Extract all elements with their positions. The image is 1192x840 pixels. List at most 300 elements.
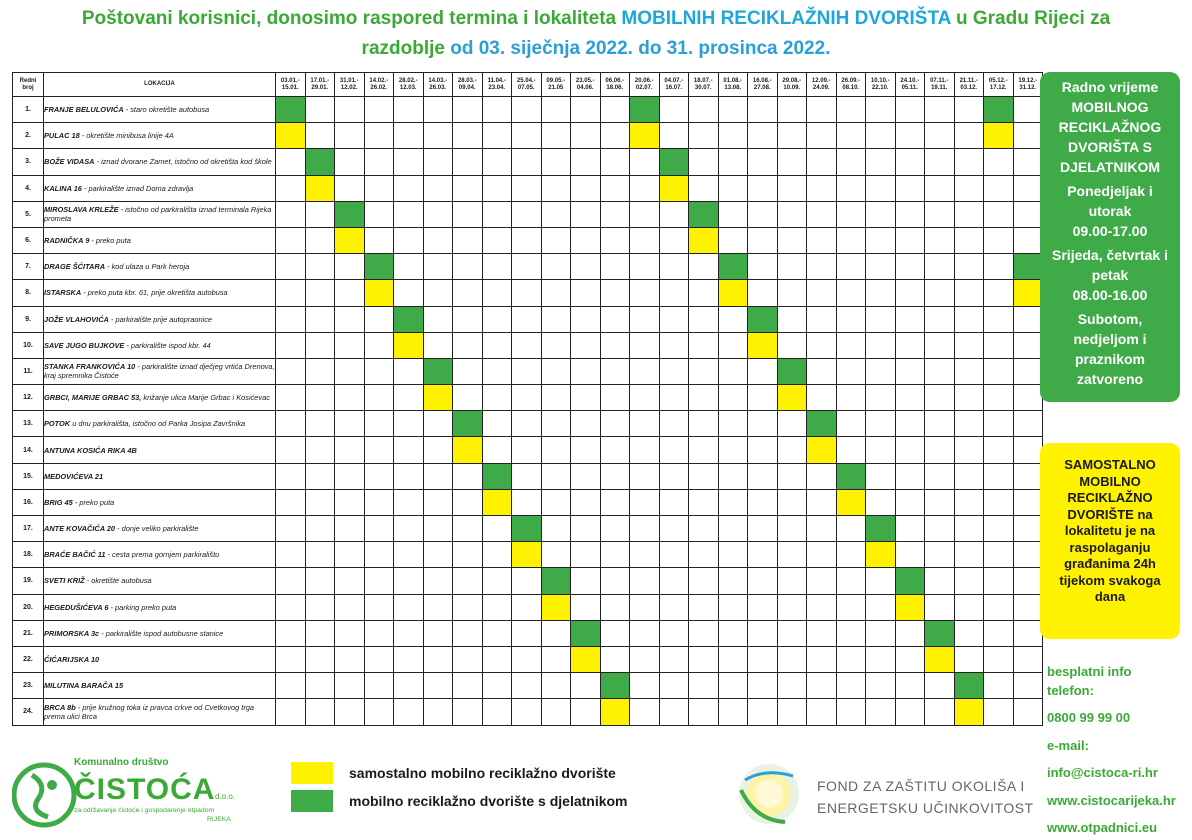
cell-empty bbox=[777, 254, 807, 280]
cell-self-service bbox=[512, 542, 542, 568]
cell-empty bbox=[748, 594, 778, 620]
cell-empty bbox=[777, 411, 807, 437]
row-number: 17. bbox=[13, 516, 44, 542]
cell-staffed bbox=[748, 306, 778, 332]
cell-empty bbox=[895, 516, 925, 542]
cell-empty bbox=[777, 332, 807, 358]
cell-empty bbox=[453, 646, 483, 672]
cell-empty bbox=[689, 175, 719, 201]
cell-self-service bbox=[718, 280, 748, 306]
cell-empty bbox=[895, 699, 925, 725]
cell-empty bbox=[630, 306, 660, 332]
cell-empty bbox=[836, 699, 866, 725]
cell-empty bbox=[807, 358, 837, 384]
hours-line: Subotom, bbox=[1077, 311, 1143, 327]
cell-empty bbox=[718, 175, 748, 201]
phone-number[interactable]: 0800 99 99 00 bbox=[1047, 710, 1131, 725]
cell-empty bbox=[777, 97, 807, 123]
cell-empty bbox=[925, 332, 955, 358]
cell-empty bbox=[925, 673, 955, 699]
location-desc: u dnu parkirališta, istočno od Parka Josipa Završnika bbox=[70, 419, 246, 429]
location-name: MILUTINA BARAČA 15 bbox=[44, 681, 124, 691]
cell-self-service bbox=[895, 594, 925, 620]
row-number: 20. bbox=[13, 594, 44, 620]
cell-empty bbox=[1013, 463, 1043, 489]
cell-empty bbox=[895, 201, 925, 227]
cell-empty bbox=[748, 123, 778, 149]
cell-empty bbox=[777, 437, 807, 463]
cell-empty bbox=[925, 516, 955, 542]
cell-empty bbox=[276, 175, 306, 201]
location-name: FRANJE BELULOVIĆA bbox=[44, 105, 124, 115]
row-location bbox=[44, 385, 276, 411]
cell-empty bbox=[453, 568, 483, 594]
row-location bbox=[44, 542, 276, 568]
cell-empty bbox=[748, 358, 778, 384]
cell-empty bbox=[482, 306, 512, 332]
cell-empty bbox=[394, 646, 424, 672]
cell-empty bbox=[659, 201, 689, 227]
location-name: MIROSLAVA KRLEŽE bbox=[44, 205, 119, 215]
header-date: 20.06.- 02.07. bbox=[630, 73, 660, 97]
cell-empty bbox=[541, 489, 571, 515]
cell-empty bbox=[689, 306, 719, 332]
cell-empty bbox=[748, 516, 778, 542]
cell-empty bbox=[453, 463, 483, 489]
cell-self-service bbox=[748, 332, 778, 358]
cell-empty bbox=[512, 620, 542, 646]
cell-empty bbox=[1013, 123, 1043, 149]
cell-empty bbox=[807, 699, 837, 725]
cell-empty bbox=[718, 332, 748, 358]
cell-empty bbox=[423, 542, 453, 568]
cell-empty bbox=[276, 254, 306, 280]
cell-empty bbox=[482, 411, 512, 437]
cell-empty bbox=[954, 594, 984, 620]
cell-empty bbox=[482, 385, 512, 411]
cell-empty bbox=[659, 699, 689, 725]
cell-empty bbox=[305, 280, 335, 306]
row-location bbox=[44, 175, 276, 201]
cell-staffed bbox=[482, 463, 512, 489]
cell-empty bbox=[630, 699, 660, 725]
cell-empty bbox=[836, 620, 866, 646]
cell-empty bbox=[659, 568, 689, 594]
cell-staffed bbox=[718, 254, 748, 280]
table-row bbox=[13, 646, 1043, 672]
header-date: 24.10.- 05.11. bbox=[895, 73, 925, 97]
cell-empty bbox=[453, 175, 483, 201]
row-number: 23. bbox=[13, 673, 44, 699]
cell-empty bbox=[689, 411, 719, 437]
cell-empty bbox=[305, 123, 335, 149]
cell-empty bbox=[364, 358, 394, 384]
cell-empty bbox=[364, 175, 394, 201]
cell-empty bbox=[895, 254, 925, 280]
cell-empty bbox=[571, 411, 601, 437]
cell-empty bbox=[423, 463, 453, 489]
cell-empty bbox=[600, 201, 630, 227]
cell-empty bbox=[925, 358, 955, 384]
cell-empty bbox=[718, 358, 748, 384]
cell-empty bbox=[305, 673, 335, 699]
cell-empty bbox=[718, 620, 748, 646]
row-number: 5. bbox=[13, 201, 44, 227]
cell-empty bbox=[954, 516, 984, 542]
cell-empty bbox=[630, 489, 660, 515]
hours-line: nedjeljom i bbox=[1073, 331, 1147, 347]
cell-empty bbox=[836, 516, 866, 542]
row-number: 18. bbox=[13, 542, 44, 568]
cell-empty bbox=[335, 306, 365, 332]
location-name: RADNIČKA 9 bbox=[44, 236, 90, 246]
cell-empty bbox=[689, 437, 719, 463]
cell-empty bbox=[482, 97, 512, 123]
cell-empty bbox=[866, 489, 896, 515]
header-date: 01.08.- 13.08. bbox=[718, 73, 748, 97]
cell-empty bbox=[984, 594, 1014, 620]
cell-empty bbox=[512, 489, 542, 515]
cell-empty bbox=[984, 699, 1014, 725]
cell-empty bbox=[954, 568, 984, 594]
cell-empty bbox=[807, 201, 837, 227]
cell-empty bbox=[895, 175, 925, 201]
row-location bbox=[44, 620, 276, 646]
cell-empty bbox=[748, 411, 778, 437]
cell-empty bbox=[335, 516, 365, 542]
cell-empty bbox=[335, 385, 365, 411]
email-link[interactable]: info@cistoca-ri.hr bbox=[1047, 765, 1158, 780]
cell-empty bbox=[305, 489, 335, 515]
cell-empty bbox=[512, 123, 542, 149]
row-number: 11. bbox=[13, 358, 44, 384]
cell-empty bbox=[659, 673, 689, 699]
cell-empty bbox=[954, 97, 984, 123]
cell-empty bbox=[718, 227, 748, 253]
cell-empty bbox=[600, 306, 630, 332]
location-name: MEDOVIĆEVA 21 bbox=[44, 471, 104, 481]
location-name: BRAĆE BAČIĆ 11 bbox=[44, 550, 106, 560]
cell-empty bbox=[925, 489, 955, 515]
cell-empty bbox=[836, 306, 866, 332]
cell-empty bbox=[453, 673, 483, 699]
cell-empty bbox=[512, 673, 542, 699]
cell-empty bbox=[836, 437, 866, 463]
cell-empty bbox=[541, 201, 571, 227]
fund-name-line1: FOND ZA ZAŠTITU OKOLIŠA I bbox=[817, 778, 1025, 794]
cell-empty bbox=[807, 542, 837, 568]
cell-empty bbox=[718, 385, 748, 411]
location-name: POTOK bbox=[44, 419, 71, 429]
location-name: ANTE KOVAČIĆA 20 bbox=[44, 524, 116, 534]
header-date: 28.03.- 09.04. bbox=[453, 73, 483, 97]
row-number: 22. bbox=[13, 646, 44, 672]
cell-empty bbox=[689, 699, 719, 725]
cell-empty bbox=[541, 385, 571, 411]
cell-staffed bbox=[925, 620, 955, 646]
cell-empty bbox=[807, 175, 837, 201]
row-number: 14. bbox=[13, 437, 44, 463]
row-location bbox=[44, 463, 276, 489]
cell-staffed bbox=[954, 673, 984, 699]
hours-line: RECIKLAŽNOG bbox=[1058, 119, 1162, 135]
cell-empty bbox=[571, 280, 601, 306]
location-desc: - iznad dvorane Zamet, istočno od okretišta kod škole bbox=[94, 157, 272, 167]
location-desc: križanje ulica Marije Grbac i Kosićevac bbox=[141, 393, 270, 403]
row-number: 9. bbox=[13, 306, 44, 332]
legend-green-label: mobilno reciklažno dvorište s djelatnikom bbox=[349, 793, 628, 809]
cell-empty bbox=[836, 332, 866, 358]
table-row bbox=[13, 620, 1043, 646]
cell-empty bbox=[482, 175, 512, 201]
website-link[interactable]: www.cistocarijeka.hr bbox=[1047, 793, 1176, 808]
cell-self-service bbox=[836, 489, 866, 515]
cell-empty bbox=[335, 673, 365, 699]
cell-empty bbox=[335, 542, 365, 568]
cell-empty bbox=[1013, 646, 1043, 672]
cell-empty bbox=[925, 123, 955, 149]
cell-empty bbox=[394, 385, 424, 411]
table-row bbox=[13, 280, 1043, 306]
cell-empty bbox=[305, 568, 335, 594]
cell-empty bbox=[836, 97, 866, 123]
sun-emblem-icon bbox=[735, 760, 807, 832]
cell-empty bbox=[571, 385, 601, 411]
cell-empty bbox=[394, 358, 424, 384]
cell-empty bbox=[1013, 568, 1043, 594]
cell-empty bbox=[866, 358, 896, 384]
cell-empty bbox=[276, 385, 306, 411]
cell-empty bbox=[571, 542, 601, 568]
cell-empty bbox=[335, 620, 365, 646]
cell-empty bbox=[866, 646, 896, 672]
header-date: 18.07.- 30.07. bbox=[689, 73, 719, 97]
row-location bbox=[44, 332, 276, 358]
cell-empty bbox=[895, 358, 925, 384]
cell-empty bbox=[659, 646, 689, 672]
table-row bbox=[13, 516, 1043, 542]
cell-empty bbox=[807, 385, 837, 411]
cell-empty bbox=[807, 149, 837, 175]
cell-empty bbox=[895, 306, 925, 332]
cell-empty bbox=[276, 411, 306, 437]
cell-self-service bbox=[600, 699, 630, 725]
row-location bbox=[44, 358, 276, 384]
cell-empty bbox=[394, 149, 424, 175]
cell-empty bbox=[836, 411, 866, 437]
hours-line: petak bbox=[1091, 267, 1129, 283]
cell-empty bbox=[954, 489, 984, 515]
row-location bbox=[44, 516, 276, 542]
cell-empty bbox=[482, 332, 512, 358]
cell-empty bbox=[630, 332, 660, 358]
location-name: KALINA 16 bbox=[44, 183, 82, 193]
cell-empty bbox=[984, 201, 1014, 227]
cell-empty bbox=[777, 175, 807, 201]
cell-empty bbox=[1013, 385, 1043, 411]
cell-self-service bbox=[689, 227, 719, 253]
table-row bbox=[13, 673, 1043, 699]
cell-empty bbox=[895, 149, 925, 175]
cell-empty bbox=[482, 542, 512, 568]
logo-suffix: d.o.o. bbox=[215, 792, 236, 801]
cell-staffed bbox=[571, 620, 601, 646]
cell-empty bbox=[836, 123, 866, 149]
cell-empty bbox=[364, 673, 394, 699]
cell-self-service bbox=[925, 646, 955, 672]
cell-empty bbox=[895, 411, 925, 437]
cell-self-service bbox=[335, 227, 365, 253]
self-service-line: raspolaganju bbox=[1069, 539, 1151, 555]
cell-empty bbox=[718, 542, 748, 568]
cell-empty bbox=[1013, 358, 1043, 384]
cell-empty bbox=[807, 489, 837, 515]
row-location bbox=[44, 699, 276, 725]
cell-empty bbox=[600, 358, 630, 384]
header-date: 19.12.- 31.12. bbox=[1013, 73, 1043, 97]
cell-empty bbox=[630, 358, 660, 384]
website-link-2[interactable]: www.otpadnici.eu bbox=[1047, 820, 1158, 835]
cell-empty bbox=[571, 568, 601, 594]
cell-staffed bbox=[866, 516, 896, 542]
cell-empty bbox=[689, 97, 719, 123]
cell-empty bbox=[659, 385, 689, 411]
cell-empty bbox=[364, 437, 394, 463]
cell-empty bbox=[984, 254, 1014, 280]
cell-empty bbox=[571, 254, 601, 280]
cell-empty bbox=[984, 227, 1014, 253]
row-location bbox=[44, 437, 276, 463]
location-name: GRBCI, MARIJE GRBAC 53, bbox=[44, 393, 142, 403]
cell-empty bbox=[453, 280, 483, 306]
cell-empty bbox=[659, 97, 689, 123]
cell-empty bbox=[482, 201, 512, 227]
legend-green-swatch bbox=[291, 790, 333, 812]
table-row bbox=[13, 489, 1043, 515]
cell-empty bbox=[394, 516, 424, 542]
cell-staffed bbox=[600, 673, 630, 699]
header-date: 10.10.- 22.10. bbox=[866, 73, 896, 97]
cell-empty bbox=[630, 280, 660, 306]
cell-empty bbox=[984, 437, 1014, 463]
cell-empty bbox=[925, 306, 955, 332]
cell-empty bbox=[276, 437, 306, 463]
cell-empty bbox=[600, 97, 630, 123]
cell-empty bbox=[1013, 489, 1043, 515]
cell-empty bbox=[925, 97, 955, 123]
cell-self-service bbox=[453, 437, 483, 463]
cell-empty bbox=[453, 306, 483, 332]
cell-empty bbox=[925, 568, 955, 594]
cell-empty bbox=[925, 201, 955, 227]
cell-empty bbox=[512, 568, 542, 594]
cell-empty bbox=[807, 280, 837, 306]
cell-empty bbox=[600, 227, 630, 253]
cell-empty bbox=[335, 568, 365, 594]
cell-empty bbox=[718, 201, 748, 227]
cell-empty bbox=[541, 97, 571, 123]
table-row bbox=[13, 594, 1043, 620]
cell-empty bbox=[718, 489, 748, 515]
cell-empty bbox=[718, 411, 748, 437]
location-desc: - okretište autobusa bbox=[84, 576, 152, 586]
cell-empty bbox=[482, 280, 512, 306]
cell-empty bbox=[571, 97, 601, 123]
header-date: 11.04.- 23.04. bbox=[482, 73, 512, 97]
cell-empty bbox=[482, 123, 512, 149]
title-text-d: razdoblje bbox=[361, 38, 451, 59]
cell-empty bbox=[718, 699, 748, 725]
cell-empty bbox=[748, 646, 778, 672]
location-desc: - preko puta kbr. 61, prije okretišta autobusa bbox=[81, 288, 228, 298]
cell-empty bbox=[836, 227, 866, 253]
cell-empty bbox=[541, 620, 571, 646]
cell-self-service bbox=[659, 175, 689, 201]
cell-empty bbox=[777, 149, 807, 175]
cell-empty bbox=[394, 437, 424, 463]
cell-empty bbox=[777, 463, 807, 489]
row-number: 6. bbox=[13, 227, 44, 253]
cell-empty bbox=[423, 594, 453, 620]
cell-empty bbox=[748, 227, 778, 253]
cell-empty bbox=[630, 437, 660, 463]
cell-empty bbox=[866, 149, 896, 175]
cell-empty bbox=[659, 594, 689, 620]
cell-empty bbox=[305, 385, 335, 411]
self-service-line: građanima 24h bbox=[1064, 556, 1156, 571]
cell-empty bbox=[276, 280, 306, 306]
row-location bbox=[44, 227, 276, 253]
cell-empty bbox=[364, 594, 394, 620]
cell-self-service bbox=[305, 175, 335, 201]
cell-empty bbox=[630, 673, 660, 699]
cell-empty bbox=[925, 175, 955, 201]
cell-empty bbox=[689, 489, 719, 515]
cell-empty bbox=[748, 620, 778, 646]
cell-empty bbox=[925, 385, 955, 411]
cell-empty bbox=[748, 280, 778, 306]
cell-empty bbox=[335, 699, 365, 725]
cell-empty bbox=[276, 489, 306, 515]
cell-empty bbox=[925, 254, 955, 280]
cell-empty bbox=[394, 123, 424, 149]
location-desc: - staro okretište autobusa bbox=[123, 105, 210, 115]
title-text-a: Poštovani korisnici, donosimo raspored termina i lokaliteta bbox=[81, 8, 622, 29]
self-service-line: lokalitetu je na bbox=[1064, 523, 1156, 538]
cell-empty bbox=[541, 175, 571, 201]
cell-empty bbox=[954, 411, 984, 437]
cell-empty bbox=[895, 463, 925, 489]
phone-label-2: telefon: bbox=[1047, 683, 1094, 698]
cell-empty bbox=[777, 227, 807, 253]
cell-empty bbox=[335, 358, 365, 384]
cell-empty bbox=[453, 594, 483, 620]
cell-empty bbox=[954, 437, 984, 463]
cell-empty bbox=[541, 227, 571, 253]
cell-staffed bbox=[630, 97, 660, 123]
row-location bbox=[44, 201, 276, 227]
location-desc: - istočno od parkirališta iznad terminala Rijeka prometa bbox=[44, 205, 272, 224]
cell-empty bbox=[276, 620, 306, 646]
header-date: 21.11.- 03.12. bbox=[954, 73, 984, 97]
cell-empty bbox=[659, 542, 689, 568]
cell-empty bbox=[984, 568, 1014, 594]
cell-empty bbox=[718, 673, 748, 699]
cell-empty bbox=[836, 673, 866, 699]
cell-empty bbox=[866, 620, 896, 646]
row-location bbox=[44, 568, 276, 594]
table-row bbox=[13, 568, 1043, 594]
